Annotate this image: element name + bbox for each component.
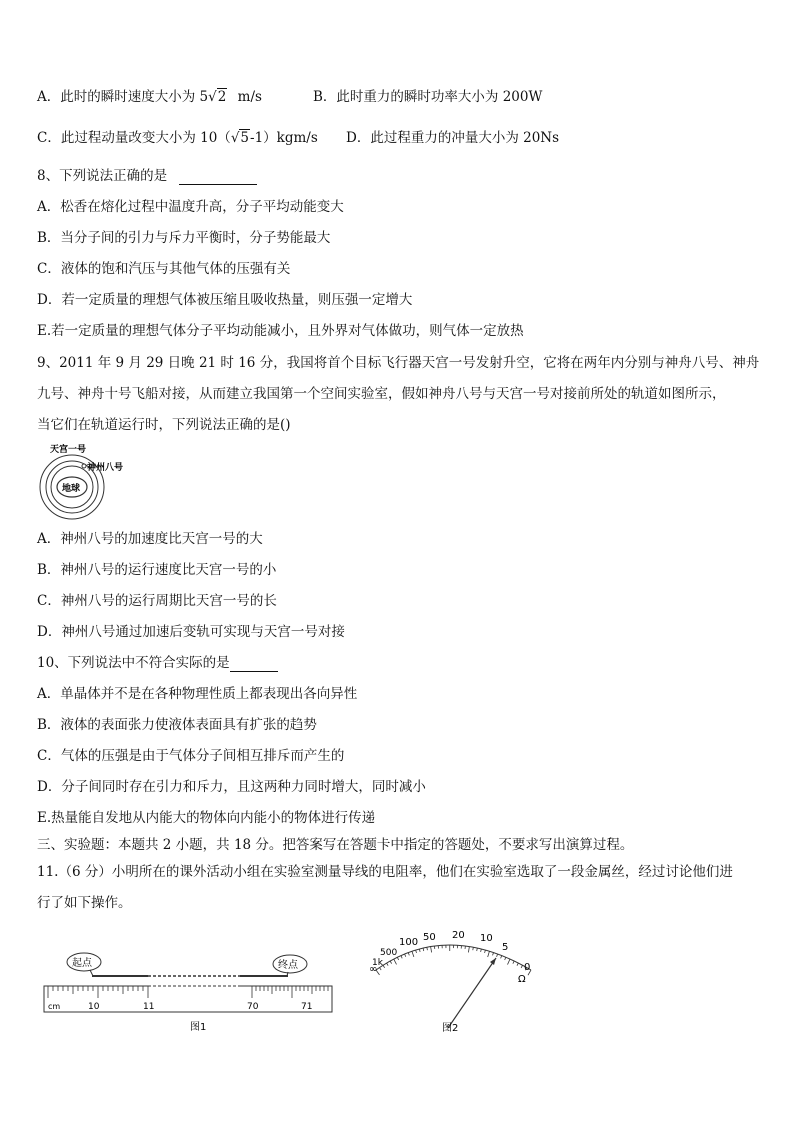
meter-tick	[408, 953, 409, 956]
q8-option: A．松香在熔化过程中温度升高，分子平均动能变大	[37, 199, 344, 215]
scale-label: 20	[452, 930, 465, 941]
q8-option: C．液体的饱和汽压与其他气体的压强有关	[37, 261, 291, 277]
tick-label: 11	[143, 1002, 155, 1012]
meter-tick	[427, 947, 428, 950]
q9-option: B．神州八号的运行速度比天宫一号的小	[37, 562, 277, 578]
scale-label: 500	[380, 948, 398, 958]
meter-tick	[501, 956, 502, 959]
meter-tick	[477, 948, 478, 951]
meter-tick	[517, 963, 518, 966]
meter-tick	[488, 951, 490, 957]
answer-blank	[230, 655, 278, 672]
q10-option: D．分子间同时存在引力和斥力，且这两种力同时增大，同时减小	[37, 779, 426, 795]
meter-tick	[383, 965, 385, 968]
meter-tick	[493, 953, 494, 956]
scale-label: 100	[399, 937, 419, 948]
q9-stem-line2: 九号、神舟十号飞船对接，从而建立我国第一个空间实验室，假如神舟八号与天宫一号对接前所处的轨道如图所示，	[37, 386, 726, 402]
scale-label: 50	[423, 932, 436, 943]
q9-option: D．神州八号通过加速后变轨可实现与天宫一号对接	[37, 624, 345, 640]
scale-label: 10	[480, 933, 493, 944]
q10-option: A．单晶体并不是在各种物理性质上都表现出各向异性	[37, 686, 358, 702]
meter-tick	[521, 965, 522, 968]
orbit-diagram	[34, 440, 144, 520]
q7-option-c: C．此过程动量改变大小为 10（√5-1）kgm/s	[37, 130, 318, 146]
q10-option: E.热量能自发地从内能大的物体向内能小的物体进行传递	[37, 810, 376, 826]
meter-tick	[468, 947, 469, 953]
ohmmeter-figure	[366, 925, 556, 1040]
meter-tick	[481, 949, 482, 952]
meter-tick	[390, 961, 391, 964]
q9-option: A．神州八号的加速度比天宫一号的大	[37, 531, 263, 547]
tick-label: 71	[301, 1002, 313, 1012]
label-shenzhou: 神州八号	[87, 463, 124, 473]
tick-label: 10	[88, 1002, 100, 1012]
meter-tick	[431, 947, 432, 953]
scale-label: 5	[502, 942, 509, 953]
scale-label: 0	[524, 962, 531, 973]
scale-label: ∞	[369, 964, 378, 975]
answer-blank	[179, 168, 257, 185]
meter-tick	[419, 949, 420, 952]
section-heading: 三、实验题：本题共 2 小题，共 18 分。把答案写在答题卡中指定的答题处，不要求写出演算过程。	[37, 837, 634, 853]
ruler-figure	[40, 948, 340, 1038]
start-label: 起点	[72, 958, 92, 969]
label-tiangong: 天宫一号	[50, 445, 87, 455]
meter-tick	[473, 947, 474, 950]
q9-stem-line1: 9、2011 年 9 月 29 日晚 21 时 16 分，我国将首个目标飞行器天宫一号发射升空，它将在两年内分别与神舟八号、神舟	[37, 355, 760, 371]
label-earth: 地球	[62, 484, 81, 494]
q10-stem: 10、下列说法中不符合实际的是	[37, 655, 278, 672]
meter-tick	[405, 954, 406, 957]
q8-option: B．当分子间的引力与斥力平衡时，分子势能最大	[37, 230, 331, 246]
figure-caption: 图2	[442, 1023, 459, 1034]
q11-line2: 行了如下操作。	[37, 895, 132, 911]
q8-option: E.若一定质量的理想气体分子平均动能减小，且外界对气体做功，则气体一定放热	[37, 323, 524, 339]
sqrt-symbol: √2	[208, 89, 227, 105]
needle-tip	[490, 958, 496, 965]
q7-option-a-unit: m/s	[237, 89, 262, 105]
meter-tick	[508, 959, 510, 964]
meter-tick	[505, 957, 506, 960]
ohm-unit: Ω	[518, 974, 526, 985]
scale-label: 1k	[372, 958, 383, 968]
q7-option-b: B．此时重力的瞬时功率大小为 200W	[313, 89, 543, 105]
meter-tick	[401, 956, 402, 959]
meter-tick	[513, 961, 514, 964]
meter-tick	[423, 948, 424, 951]
meter-tick	[394, 959, 397, 964]
q8-option: D．若一定质量的理想气体被压缩且吸收热量，则压强一定增大	[37, 292, 413, 308]
end-label: 终点	[278, 960, 298, 971]
ruler-unit: cm	[48, 1002, 61, 1011]
q7-option-a-text: A．此时的瞬时速度大小为 5	[37, 89, 209, 105]
q9-stem-line3: 当它们在轨道运行时，下列说法正确的是()	[37, 417, 291, 433]
q9-option: C．神州八号的运行周期比天宫一号的长	[37, 593, 277, 609]
tick-label: 70	[247, 1002, 259, 1012]
meter-tick	[412, 951, 414, 957]
meter-tick	[416, 950, 417, 953]
q8-stem: 8、下列说法正确的是	[37, 168, 257, 185]
figure-caption: 图1	[190, 1022, 207, 1033]
q7-option-d: D．此过程重力的冲量大小为 20Ns	[346, 130, 560, 146]
meter-tick	[497, 954, 498, 957]
q10-option: B．液体的表面张力使液体表面具有扩张的趋势	[37, 717, 317, 733]
sqrt-symbol: √5	[230, 130, 250, 146]
q10-option: C．气体的压强是由于气体分子间相互排斥而产生的	[37, 748, 345, 764]
shenzhou-dot	[82, 464, 86, 468]
meter-tick	[387, 963, 389, 966]
meter-tick	[397, 957, 398, 960]
meter-needle	[448, 958, 496, 1028]
q7-option-a	[37, 89, 262, 105]
q11-line1: 11.（6 分）小明所在的课外活动小组在实验室测量导线的电阻率，他们在实验室选取了一段金属丝，经过讨论他们进	[37, 864, 733, 880]
meter-tick	[485, 950, 486, 953]
